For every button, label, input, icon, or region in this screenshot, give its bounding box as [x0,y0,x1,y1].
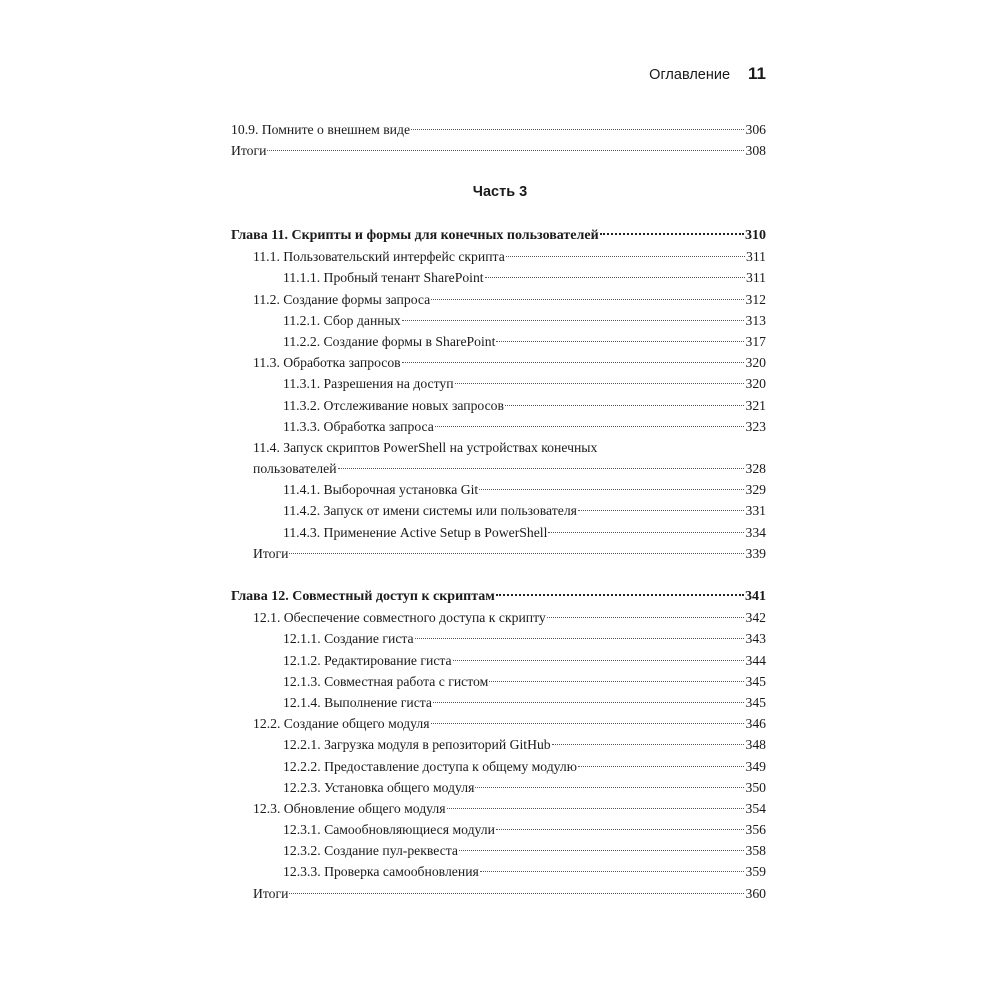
toc-entry-title: 11.1. Пользовательский интерфейс скрипта [253,249,505,265]
toc-entry-title: 12.2.2. Предоставление доступа к общему модулю [283,758,577,774]
toc-entry-title: 11.3. Обработка запросов [253,355,401,371]
toc-entry-title: 12.2. Создание общего модуля [253,716,430,732]
dot-leader [489,680,744,682]
dot-leader [548,531,744,533]
toc-entry-page: 321 [745,397,766,413]
toc-entry-title: 12.3.3. Проверка самообновления [283,864,479,880]
dot-leader [505,404,744,406]
dot-leader [475,786,744,788]
toc-entry-page: 356 [745,822,766,838]
toc-subsection [231,395,766,416]
toc-section [231,289,766,310]
chapter-page: 310 [745,228,766,243]
toc-entry-title: 11.3.3. Обработка запроса [283,418,434,434]
toc-entry-title: 10.9. Помните о внешнем виде [231,122,411,137]
dot-leader [455,382,745,384]
toc-entry-continuation [253,458,766,479]
dot-leader [480,870,745,872]
toc-entry-title: 12.3.1. Самообновляющиеся модули [283,822,495,838]
toc-entry-page: 312 [745,291,766,307]
dot-leader [447,807,745,809]
toc-entry-title: 11.4. Запуск скриптов PowerShell на устройствах конечных [253,439,598,455]
chapter-heading [231,225,766,246]
dot-leader [338,467,745,469]
toc-entry-title-continued: пользователей [253,461,337,477]
toc-subsection [231,331,766,352]
toc-entry-page: 346 [745,716,766,732]
toc-entry-title: 12.3. Обновление общего модуля [253,800,446,816]
toc-entry-title: Итоги [253,885,289,901]
toc-entry-title: 11.4.1. Выборочная установка Git [283,482,479,498]
toc-subsection [231,628,766,649]
header-title: Оглавление [649,67,731,83]
toc-entry-title: 11.1.1. Пробный тенант SharePoint [283,270,484,286]
dot-leader [431,298,744,300]
toc-summary [231,883,766,904]
chapter-heading [231,586,766,607]
chapter-page: 341 [745,589,766,604]
toc-entry-page: 308 [745,143,766,159]
toc-entry [231,119,766,140]
toc-entry-page: 313 [745,312,766,328]
toc-entry-title: 12.3.2. Создание пул-реквеста [283,843,459,859]
toc-entry-title: 12.1.1. Создание гиста [283,631,414,647]
toc-entry-page: 345 [745,694,766,710]
dot-leader [289,552,744,554]
toc-entry-title: 11.3.2. Отслеживание новых запросов [283,397,504,413]
toc-entry-page: 354 [745,800,766,816]
toc-subsection [231,840,766,861]
toc-entry-title: 11.2.1. Сбор данных [283,312,401,328]
dot-leader [431,722,745,724]
toc-chapter-11 [231,225,766,564]
toc-summary [231,543,766,564]
toc-subsection [231,373,766,394]
toc-subsection [231,671,766,692]
toc-subsection [231,500,766,521]
dot-leader [578,765,745,767]
toc-entry-page: 345 [745,673,766,689]
toc-entry-page: 334 [745,524,766,540]
toc-entry-page: 328 [745,461,766,477]
toc-subsection [231,522,766,543]
dot-leader [411,128,744,130]
toc-entry-page: 348 [745,737,766,753]
toc-entry-page: 360 [745,885,766,901]
dot-leader [459,849,744,851]
dot-leader [552,743,745,745]
toc-entry-title: 11.2.2. Создание формы в SharePoint [283,333,496,349]
toc-entry-title: 11.4.2. Запуск от имени системы или пользователя [283,503,577,519]
toc-entry-page: 342 [745,610,766,626]
toc-subsection [231,692,766,713]
toc-subsection [231,756,766,777]
chapter-title: Глава 11. Скрипты и формы для конечных пользователей [231,228,599,243]
toc-entry-page: 339 [745,545,766,561]
dot-leader [289,892,744,894]
toc-entry-page: 343 [745,631,766,647]
toc-subsection [231,479,766,500]
dot-leader [415,637,745,639]
running-header [560,64,766,84]
toc-subsection [231,819,766,840]
toc-subsection [231,650,766,671]
toc-entry-page: 320 [745,376,766,392]
dot-leader [402,361,745,363]
toc-entry-page: 311 [745,270,766,286]
dot-leader [506,255,745,257]
toc-section [231,607,766,628]
toc-entry-page: 329 [745,482,766,498]
toc-entry-page: 350 [745,779,766,795]
toc-entry-page: 358 [745,843,766,859]
dot-leader [267,149,744,151]
dot-leader [496,828,745,830]
toc-entry-page: 344 [745,652,766,668]
dot-leader [547,616,745,618]
toc-entry-title: 11.2. Создание формы запроса [253,291,431,307]
toc-subsection [231,310,766,331]
toc-section [231,798,766,819]
toc-section [231,713,766,734]
part-heading: Часть 3 [472,184,528,200]
dot-leader [435,425,745,427]
toc-section [231,246,766,267]
toc-entry-title: Итоги [231,143,267,159]
toc-entry-title: 11.4.3. Применение Active Setup в PowerShell [283,524,548,540]
dot-leader [433,701,744,703]
toc-subsection [231,861,766,882]
toc-entry-page: 306 [745,122,766,137]
dot-leader [453,659,745,661]
toc-subsection [231,734,766,755]
dot-leader [496,340,744,342]
dot-leader [402,319,745,321]
dot-leader [479,488,744,490]
toc-subsection [231,416,766,437]
dot-leader [600,232,744,235]
toc-entry-title: 11.3.1. Разрешения на доступ [283,376,454,392]
toc-entry-title: 12.1.4. Выполнение гиста [283,694,432,710]
toc-entry-page: 317 [745,333,766,349]
toc-entry-title: 12.2.1. Загрузка модуля в репозиторий GitHub [283,737,551,753]
dot-leader [578,509,745,511]
dot-leader [485,276,745,278]
toc-entry-title: Итоги [253,545,289,561]
toc-entry-page: 359 [745,864,766,880]
toc-section [231,352,766,373]
header-page-number: 11 [748,64,766,83]
toc-entry [231,140,766,161]
toc-entry-title: 12.1. Обеспечение совместного доступа к скрипту [253,610,546,626]
toc-section [231,437,766,479]
toc-subsection [231,777,766,798]
toc-subsection [231,267,766,288]
toc-entry-page: 320 [745,355,766,371]
dot-leader [496,593,744,596]
toc-entry-page: 349 [745,758,766,774]
toc-entry-page: 331 [745,503,766,519]
toc-entry-title: 12.1.2. Редактирование гиста [283,652,452,668]
toc-entry-page: 311 [745,249,766,265]
chapter-title: Глава 12. Совместный доступ к скриптам [231,589,495,604]
toc-entry-title: 12.2.3. Установка общего модуля [283,779,475,795]
toc-entry-title: 12.1.3. Совместная работа с гистом [283,673,489,689]
toc-top-block [231,119,766,161]
toc-chapter-12 [231,586,766,904]
toc-entry-page: 323 [745,418,766,434]
